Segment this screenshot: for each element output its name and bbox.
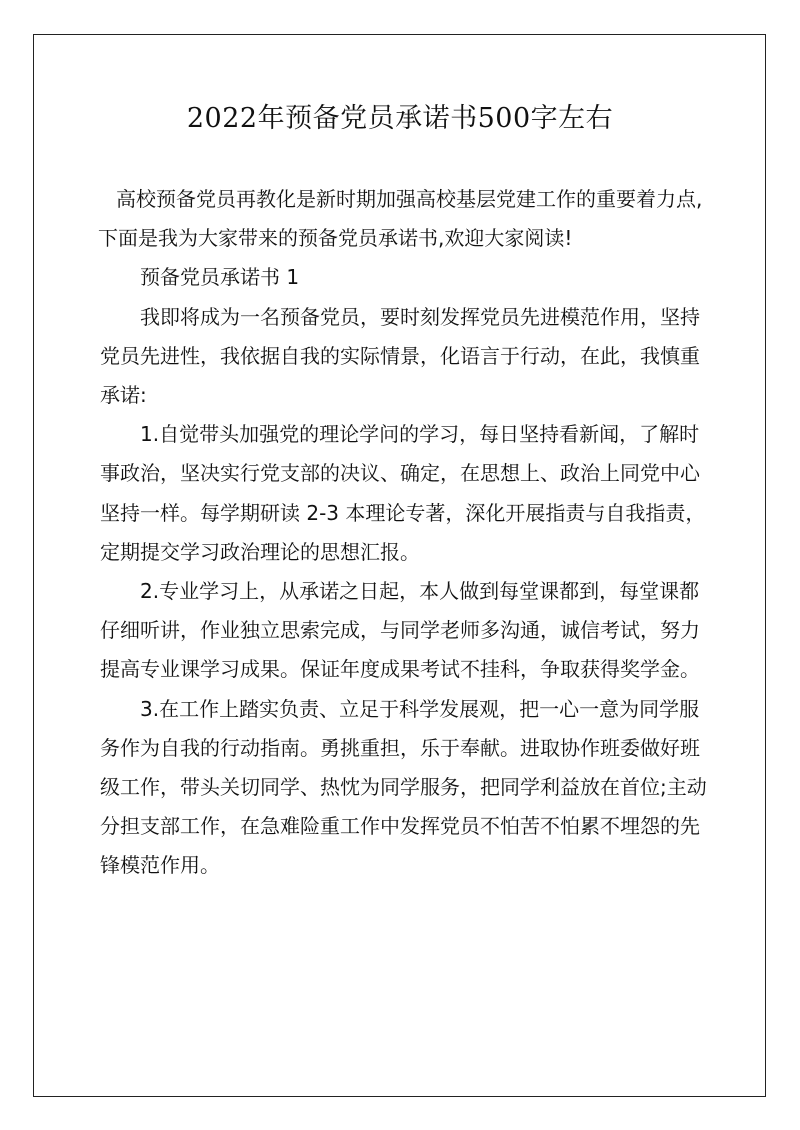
commitment-item-1: 1.自觉带头加强党的理论学问的学习，每日坚持看新闻，了解时事政治，坚决实行党支部的决议、确定，在思想上、政治上同党中心坚持一样。每学期研读 2-3 本理论专著，深化开展指责与自我指责，定期提交学习政治理论的思想汇报。 [100,422,706,564]
document-body [100,180,715,886]
intro-paragraph: 高校预备党员再教化是新时期加强高校基层党建工作的重要着力点,下面是我为大家带来的预备党员承诺书,欢迎大家阅读! [98,187,703,251]
commitment-item-3: 3.在工作上踏实负责、立足于科学发展观，把一心一意为同学服务作为自我的行动指南。勇挑重担，乐于奉献。进取协作班委做好班级工作，带头关切同学、热忱为同学服务，把同学利益放在首位;主动分担支部工作，在急难险重工作中发挥党员不怕苦不怕累不埋怨的先锋模范作用。 [100,696,707,878]
section-heading: 预备党员承诺书 1 [140,265,300,290]
commitment-item-2: 2.专业学习上，从承诺之日起，本人做到每堂课都到，每堂课都仔细听讲，作业独立思索完成，与同学老师多沟通，诚信考试，努力提高专业课学习成果。保证年度成果考试不挂科，争取获得奖学金。 [100,579,700,682]
document-title: 2022年预备党员承诺书500字左右 [186,103,614,134]
opening-paragraph: 我即将成为一名预备党员，要时刻发挥党员先进模范作用，坚持党员先进性，我依据自我的实际情景，化语言于行动，在此，我慎重承诺: [100,304,700,408]
